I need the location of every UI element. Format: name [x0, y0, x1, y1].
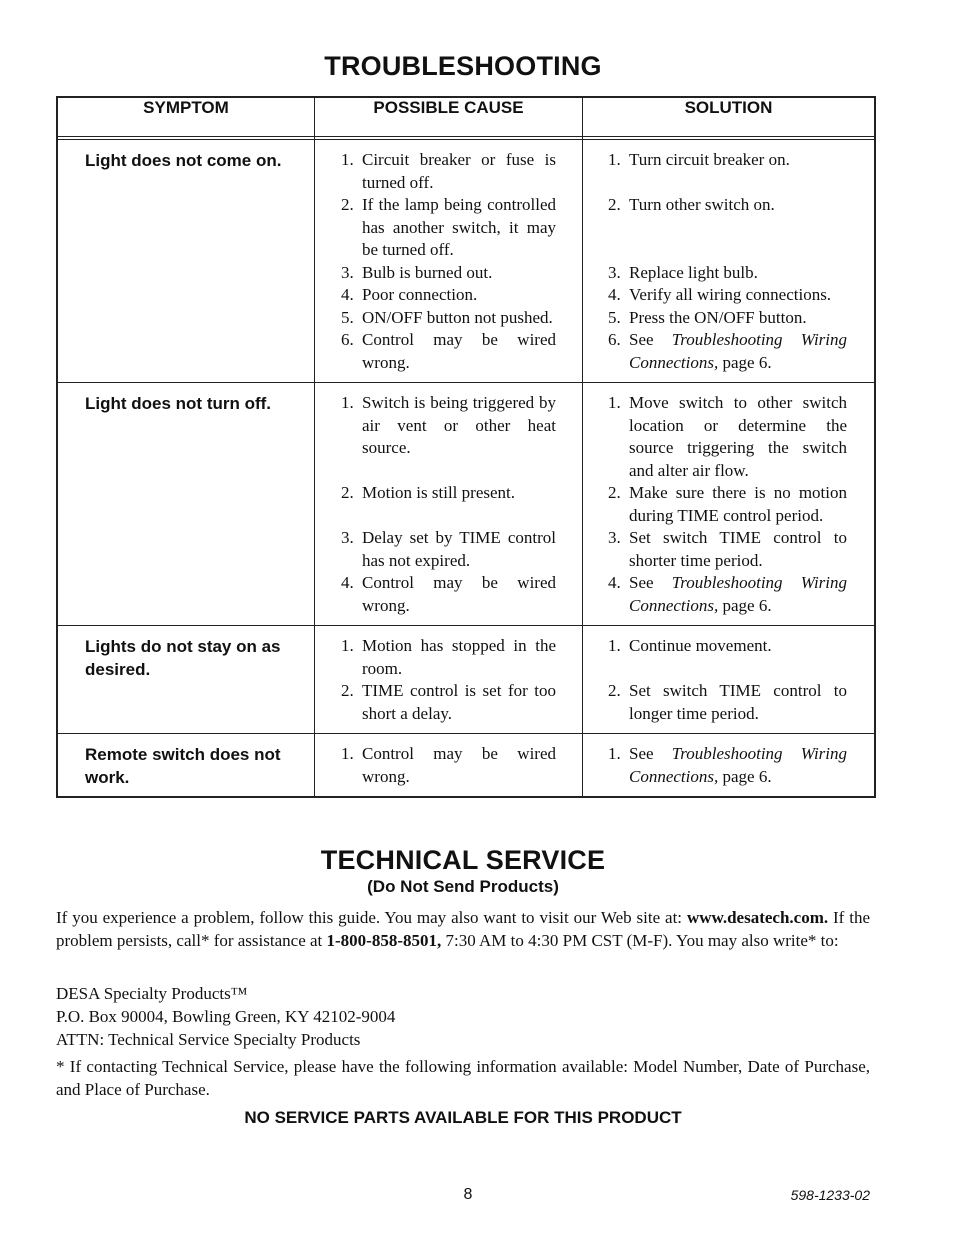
cause-cell — [315, 140, 583, 382]
solution-item: 1. Turn circuit breaker on. — [608, 150, 790, 169]
solution-cell — [583, 625, 874, 733]
solution-item: 3. Replace light bulb. — [608, 262, 758, 282]
cause-item: 1. Control may be wired wrong. — [341, 744, 556, 786]
symptom-cell: Light does not turn off. — [58, 382, 315, 625]
cause-item: 1. Switch is being triggered by air vent or other heat source. — [341, 393, 556, 457]
solution-item: 5. Press the ON/OFF button. — [608, 307, 807, 327]
header-symptom: SYMPTOM — [58, 98, 315, 137]
cause-item: 2. If the lamp being controlled has another switch, it may be turned off. — [341, 195, 556, 259]
cause-item: 4. Control may be wired wrong. — [341, 573, 556, 615]
technical-service-subtitle: (Do Not Send Products) — [367, 877, 559, 896]
symptom-cell: Remote switch does not work. — [58, 733, 315, 796]
header-possible-cause: POSSIBLE CAUSE — [315, 98, 583, 137]
address-line: P.O. Box 90004, Bowling Green, KY 42102-9004 — [56, 1007, 396, 1026]
symptom-cell: Lights do not stay on as desired. — [58, 625, 315, 733]
symptom-cell: Light does not come on. — [58, 140, 315, 382]
document-number: 598-1233-02 — [790, 1187, 870, 1203]
solution-cell — [583, 382, 874, 625]
solution-item: 1. See Troubleshooting Wiring Connections, page 6. — [608, 744, 847, 786]
cause-item: 1. Circuit breaker or fuse is turned off. — [341, 150, 556, 192]
cause-item: 6. Control may be wired wrong. — [341, 330, 556, 372]
footnote-paragraph: * If contacting Technical Service, please have the following information available: Model Number, Date of Purchase, and Place of Purchase. — [56, 1057, 870, 1099]
cause-item: 3. Bulb is burned out. — [341, 262, 493, 282]
solution-item: 3. Set switch TIME control to shorter time period. — [608, 528, 847, 570]
solution-cell — [583, 140, 874, 382]
address-line: ATTN: Technical Service Specialty Products — [56, 1030, 361, 1049]
solution-item: 2. Turn other switch on. — [608, 195, 775, 214]
solution-item: 1. Move switch to other switch location or determine the source triggering the switch and alter air flow. — [608, 393, 847, 480]
solution-item: 2. Make sure there is no motion during TIME control period. — [608, 483, 847, 525]
table-row — [58, 140, 874, 382]
solution-item: 1. Continue movement. — [608, 636, 772, 655]
page-number: 8 — [463, 1186, 473, 1203]
cause-cell — [315, 382, 583, 625]
table-row — [58, 625, 874, 733]
table-header-row — [58, 98, 874, 137]
website-link: www.desatech.com. — [686, 908, 829, 927]
table-row — [58, 382, 874, 625]
cause-item: 2. Motion is still present. — [341, 483, 515, 502]
phone-number: 1-800-858-8501, — [326, 931, 442, 950]
no-service-parts-notice: NO SERVICE PARTS AVAILABLE FOR THIS PRODUCT — [244, 1108, 682, 1127]
address-line: DESA Specialty Products™ — [56, 984, 248, 1003]
solution-item: 4. Verify all wiring connections. — [608, 285, 832, 304]
cause-cell — [315, 733, 583, 796]
contact-paragraph: If you experience a problem, follow this guide. You may also want to visit our Web site at: www.desatech.com. If the problem persists, call* for assistance at 1-800-858-8501, 7:30 AM to 4:30 PM CST (M-F). You may also write* to: — [56, 908, 871, 950]
table-row — [58, 733, 874, 796]
troubleshooting-table — [56, 96, 876, 798]
solution-cell — [583, 733, 874, 796]
cause-item: 2. TIME control is set for too short a delay. — [341, 681, 556, 723]
solution-item: 4. See Troubleshooting Wiring Connections, page 6. — [608, 573, 847, 615]
cause-cell — [315, 625, 583, 733]
solution-item: 6. See Troubleshooting Wiring Connections, page 6. — [608, 330, 847, 372]
cause-item: 1. Motion has stopped in the room. — [341, 636, 556, 678]
technical-service-title: TECHNICAL SERVICE — [320, 845, 606, 875]
header-solution: SOLUTION — [583, 98, 874, 137]
solution-item: 2. Set switch TIME control to longer time period. — [608, 681, 847, 723]
mailing-address — [56, 982, 870, 1051]
cause-item: 4. Poor connection. — [341, 285, 478, 304]
cause-item: 5. ON/OFF button not pushed. — [341, 307, 553, 327]
troubleshooting-title: TROUBLESHOOTING — [324, 51, 602, 81]
cause-item: 3. Delay set by TIME control has not expired. — [341, 528, 556, 570]
